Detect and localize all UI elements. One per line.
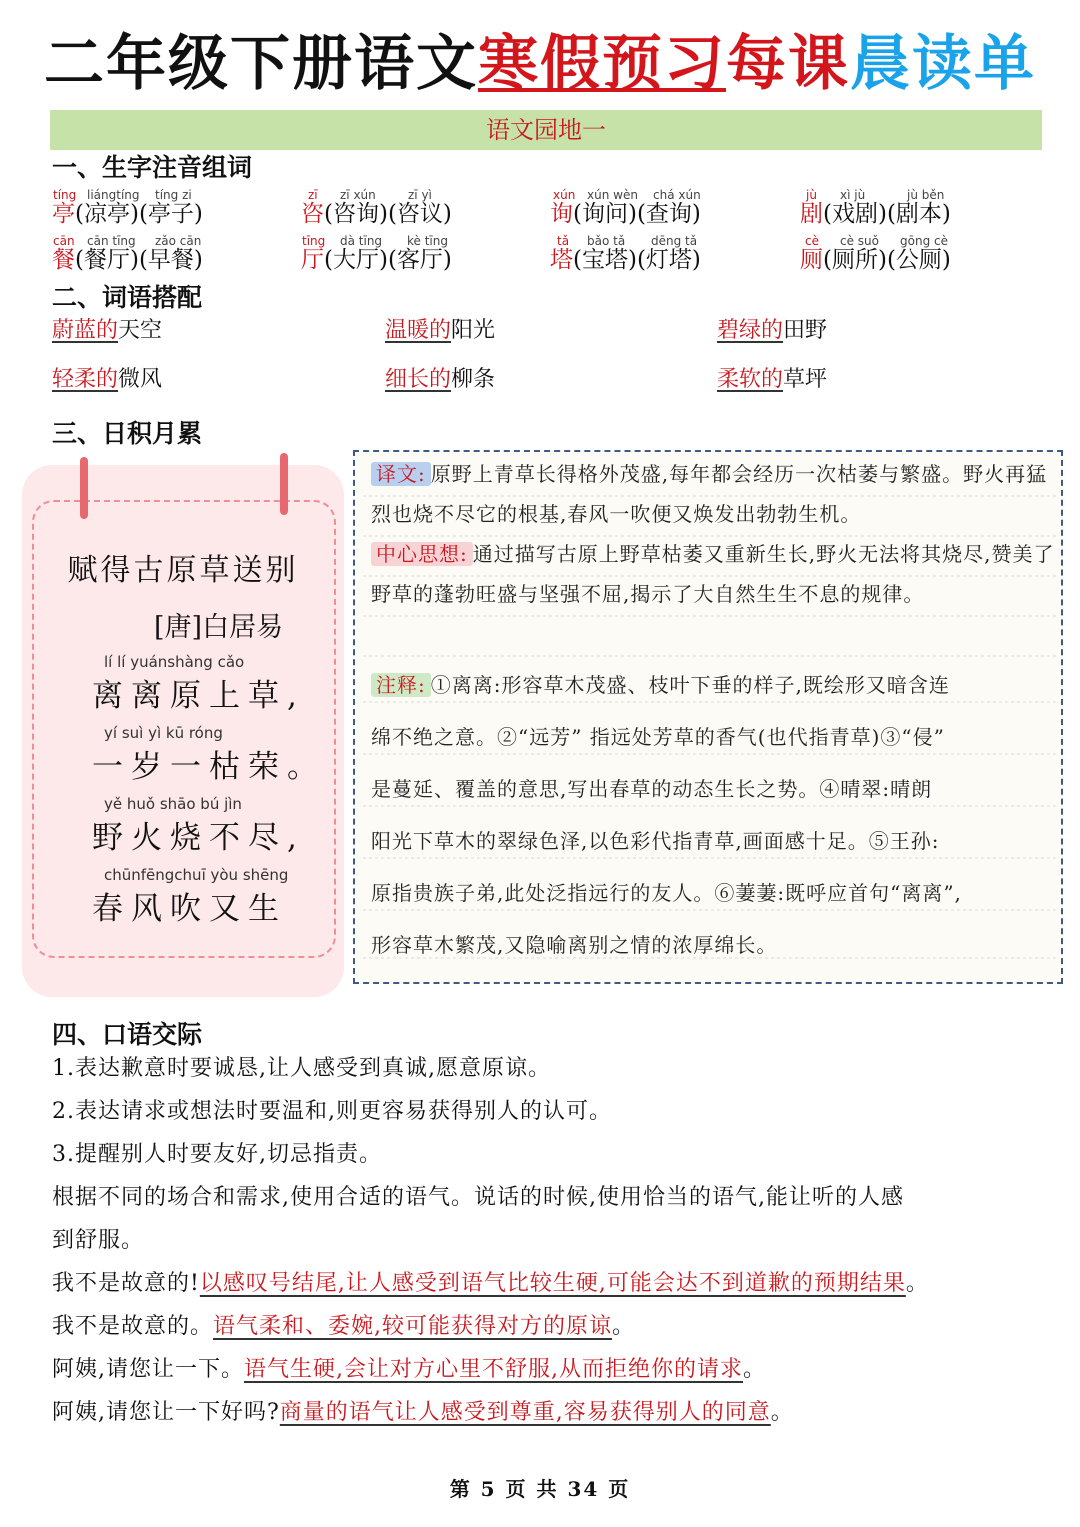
poem-title: 赋得古原草送别	[67, 553, 299, 588]
example-end: 。	[612, 1314, 636, 1339]
example-analysis: 商量的语气让人感受到尊重,容易获得别人的同意	[279, 1400, 771, 1425]
title-part1: 二年级下册语文	[44, 29, 478, 99]
match-noun: 微风	[118, 367, 163, 392]
speaking-point: 3.提醒别人时要友好,切忌指责。	[52, 1142, 382, 1167]
speaking-summary: 根据不同的场合和需求,使用合适的语气。说话的时候,使用恰当的语气,能让听的人感	[52, 1185, 904, 1210]
tone-example	[52, 1355, 1052, 1385]
example-sentence: 阿姨,请您让一下好吗?	[52, 1400, 280, 1425]
example-sentence: 阿姨,请您让一下。	[52, 1357, 244, 1382]
page-number: 第 5 页 共 34 页	[449, 1477, 631, 1501]
notes-label: 注释:	[371, 673, 431, 697]
char-pinyin: zī	[308, 188, 318, 202]
vocab-words: (餐厅)(早餐)	[75, 247, 203, 273]
vocab-words: (厕所)(公厕)	[823, 247, 951, 273]
match-noun: 柳条	[451, 367, 496, 392]
match-noun: 草坪	[783, 367, 828, 392]
notes-line: 是蔓延、覆盖的意思,写出春草的动态生长之势。④晴翠:晴朗	[371, 777, 933, 801]
binder-ring	[280, 453, 288, 515]
poem-line: 春风吹又生	[92, 891, 287, 927]
theme-text	[371, 534, 1055, 614]
char-pinyin: tíng	[53, 188, 77, 202]
poem-line-pinyin: chūnfēngchuī yòu shēng	[104, 866, 289, 884]
section4-heading: 四、口语交际	[52, 1020, 203, 1049]
char-pinyin: cè	[805, 234, 819, 248]
word-match	[717, 316, 827, 346]
word2-pinyin: gōng cè	[900, 234, 948, 248]
tone-example	[52, 1398, 1052, 1428]
match-adj: 轻柔的	[52, 367, 119, 392]
vocab-char: 厕	[800, 247, 823, 273]
vocab-words: (戏剧)(剧本)	[823, 201, 951, 227]
example-sentence: 我不是故意的。	[52, 1314, 214, 1339]
word-match	[52, 365, 162, 395]
word2-pinyin: tíng zi	[155, 188, 192, 202]
word-match	[52, 316, 162, 346]
poem-card	[22, 465, 344, 997]
theme-label: 中心思想:	[371, 542, 473, 566]
vocab-char: 咨	[301, 201, 324, 227]
vocab-words: (凉亭)(亭子)	[75, 201, 203, 227]
example-sentence: 我不是故意的!	[52, 1271, 200, 1296]
translation-label: 译文:	[371, 462, 431, 486]
poem-line: 离离原上草,	[92, 678, 305, 714]
char-pinyin: cān	[53, 234, 75, 248]
title-part4: 晨读单	[850, 29, 1036, 99]
word1-pinyin: zī xún	[340, 188, 376, 202]
match-adj: 细长的	[385, 367, 452, 392]
section2-heading: 二、词语搭配	[52, 283, 203, 312]
binder-ring	[80, 457, 88, 519]
tone-example	[52, 1269, 1052, 1299]
section3-heading: 三、日积月累	[52, 419, 203, 448]
word2-pinyin: zǎo cān	[155, 234, 202, 248]
vocab-words: (咨询)(咨议)	[324, 201, 452, 227]
vocab-words: (大厅)(客厅)	[324, 247, 452, 273]
notes-line: ①离离:形容草木茂盛、枝叶下垂的样子,既绘形又暗含连	[430, 673, 950, 697]
word1-pinyin: bǎo tǎ	[587, 234, 626, 248]
word1-pinyin: cān tīng	[87, 234, 136, 248]
match-noun: 阳光	[451, 318, 496, 343]
vocab-char: 塔	[550, 247, 573, 273]
char-pinyin: jù	[806, 188, 817, 202]
lesson-banner: 语文园地一	[50, 110, 1042, 150]
poem-line: 野火烧不尽,	[92, 820, 305, 856]
poem-line: 一岁一枯荣。	[92, 749, 326, 785]
example-analysis: 语气生硬,会让对方心里不舒服,从而拒绝你的请求	[244, 1357, 743, 1382]
char-pinyin: xún	[553, 188, 576, 202]
match-adj: 碧绿的	[717, 318, 784, 343]
word-match	[385, 365, 495, 395]
notes-line: 原指贵族子弟,此处泛指远行的友人。⑥萋萋:既呼应首句“离离”,	[371, 881, 962, 905]
match-noun: 天空	[118, 318, 163, 343]
word-match	[717, 365, 827, 395]
char-pinyin: tǎ	[557, 234, 570, 248]
word2-pinyin: zī yì	[408, 188, 432, 202]
char-pinyin: tīng	[302, 234, 326, 248]
word1-pinyin: dà tīng	[340, 234, 383, 248]
word1-pinyin: cè suǒ	[840, 234, 879, 248]
speaking-point: 2.表达请求或想法时要温和,则更容易获得别人的认可。	[52, 1099, 612, 1124]
tone-example	[52, 1312, 1052, 1342]
notes-line: 形容草木繁茂,又隐喻离别之情的浓厚绵长。	[371, 933, 778, 957]
poem-line-pinyin: yě huǒ shāo bú jìn	[104, 795, 242, 813]
theme-body: 通过描写古原上野草枯萎又重新生长,野火无法将其烧尽,赞美了野草的蓬勃旺盛与坚强不屈,揭示了大自然生生不息的规律。	[371, 542, 1055, 606]
word2-pinyin: chá xún	[653, 188, 701, 202]
vocab-char: 餐	[52, 247, 75, 273]
word1-pinyin: xún wèn	[587, 188, 638, 202]
word2-pinyin: dēng tǎ	[651, 234, 698, 248]
annotation-text	[371, 659, 1055, 971]
vocab-char: 厅	[301, 247, 324, 273]
example-end: 。	[770, 1400, 794, 1425]
word2-pinyin: jù běn	[907, 188, 945, 202]
word1-pinyin: xì jù	[840, 188, 866, 202]
poem-notes-box	[353, 450, 1063, 984]
poem-line-pinyin: lí lí yuánshàng cǎo	[104, 653, 245, 671]
example-end: 。	[743, 1357, 767, 1382]
section1-heading: 一、生字注音组词	[52, 153, 253, 182]
word1-pinyin: liángtíng	[87, 188, 140, 202]
poem-author: [唐]白居易	[154, 612, 284, 643]
vocab-char: 询	[550, 201, 573, 227]
title-part2: 寒假预习	[478, 29, 726, 99]
speaking-summary: 到舒服。	[52, 1228, 145, 1253]
translation-body: 原野上青草长得格外茂盛,每年都会经历一次枯萎与繁盛。野火再猛烈也烧不尽它的根基,春风一吹便又焕发出勃勃生机。	[371, 462, 1048, 526]
example-end: 。	[905, 1271, 929, 1296]
vocab-char: 亭	[52, 201, 75, 227]
match-adj: 柔软的	[717, 367, 784, 392]
example-analysis: 语气柔和、委婉,较可能获得对方的原谅	[213, 1314, 613, 1339]
match-adj: 蔚蓝的	[52, 318, 119, 343]
notes-line: 绵不绝之意。②“远芳” 指远处芳草的香气(也代指青草)③“侵”	[371, 725, 945, 749]
vocab-words: (询问)(查询)	[573, 201, 701, 227]
translation-text	[371, 454, 1055, 534]
match-noun: 田野	[783, 318, 828, 343]
word2-pinyin: kè tīng	[407, 234, 448, 248]
notes-line: 阳光下草木的翠绿色泽,以色彩代指青草,画面感十足。⑤王孙:	[371, 829, 940, 853]
vocab-char: 剧	[800, 201, 823, 227]
vocab-words: (宝塔)(灯塔)	[573, 247, 701, 273]
page-title	[0, 22, 1080, 106]
speaking-point: 1.表达歉意时要诚恳,让人感受到真诚,愿意原谅。	[52, 1056, 551, 1081]
title-part3: 每课	[726, 29, 850, 99]
word-match	[385, 316, 495, 346]
poem-line-pinyin: yí suì yì kū róng	[104, 724, 223, 742]
example-analysis: 以感叹号结尾,让人感受到语气比较生硬,可能会达不到道歉的预期结果	[199, 1271, 906, 1296]
match-adj: 温暖的	[385, 318, 452, 343]
